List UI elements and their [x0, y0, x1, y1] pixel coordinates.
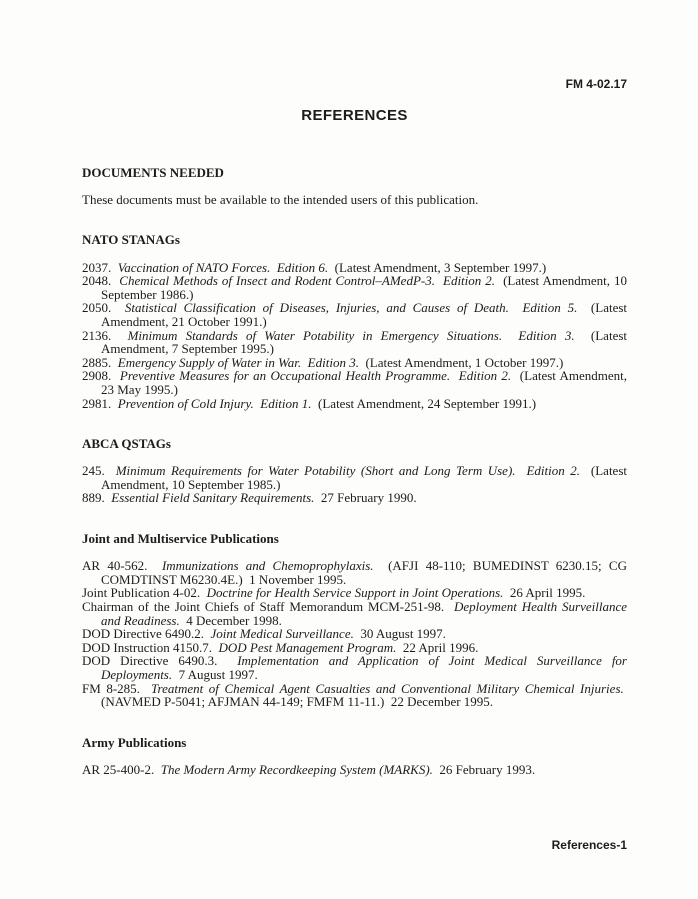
reference-number: Joint Publication 4-02. — [82, 585, 207, 601]
page-title: REFERENCES — [301, 106, 408, 124]
reference-number: 2050. — [82, 300, 125, 316]
reference-title: Prevention of Cold Injury. Edition 1. — [117, 395, 312, 411]
reference-number: AR 25-400-2. — [82, 761, 161, 777]
section-heading: DOCUMENTS NEEDED — [82, 164, 224, 180]
reference-title: Vaccination of NATO Forces. Edition 6. — [117, 259, 329, 275]
section-joint-multiservice — [82, 532, 627, 709]
reference-number: Chairman of the Joint Chiefs of Staff Memorandum MCM-251-98. — [82, 599, 455, 615]
reference-item — [82, 356, 627, 370]
reference-title: Joint Medical Surveillance. — [210, 626, 354, 642]
reference-number: DOD Directive 6490.2. — [82, 626, 211, 642]
section-heading: ABCA QSTAGs — [82, 436, 171, 452]
section-documents-needed — [82, 166, 627, 207]
reference-title: Chemical Methods of Insect and Rodent Control–AMedP-3. Edition 2. — [119, 273, 496, 289]
reference-item — [82, 464, 627, 491]
reference-number: DOD Directive 6490.3. — [82, 653, 238, 669]
reference-item — [82, 641, 627, 655]
reference-title: Preventive Measures for an Occupational Health Programme. Edition 2. — [119, 368, 512, 384]
reference-item — [82, 329, 627, 356]
reference-item — [82, 274, 627, 301]
reference-item — [82, 682, 627, 709]
reference-number: AR 40-562. — [82, 558, 162, 574]
reference-list — [82, 261, 627, 411]
reference-title: Doctrine for Health Service Support in Joint Operations. — [206, 585, 504, 601]
reference-list — [82, 763, 627, 777]
reference-title: Immunizations and Chemoprophylaxis. — [161, 558, 374, 574]
reference-number: 2136. — [82, 327, 128, 343]
reference-date: (Latest Amendment, 7 September 1995.) — [101, 327, 628, 357]
reference-date: 7 August 1997. — [172, 667, 258, 682]
reference-date: 27 February 1990. — [314, 490, 417, 506]
reference-item — [82, 397, 627, 411]
reference-title: Statistical Classification of Diseases, Injuries, and Causes of Death. Edition 5. — [124, 300, 578, 316]
reference-list — [82, 464, 627, 505]
reference-date: (Latest Amendment, 23 May 1995.) — [101, 368, 628, 397]
reference-title: The Modern Army Recordkeeping System (MARKS). — [160, 761, 433, 777]
reference-title: Minimum Standards of Water Potability in Emergency Situations. Edition 3. — [127, 327, 575, 343]
reference-number: 2048. — [82, 273, 120, 289]
reference-number: DOD Instruction 4150.7. — [82, 639, 219, 655]
reference-item — [82, 559, 627, 586]
reference-number: 2885. — [82, 354, 118, 370]
section-nato-stanags — [82, 233, 627, 410]
reference-item — [82, 586, 627, 600]
reference-date: (Latest Amendment, 3 September 1997.) — [328, 259, 547, 275]
section-heading: Joint and Multiservice Publications — [82, 531, 279, 547]
reference-title: Treatment of Chemical Agent Casualties and Conventional Military Chemical Injuries. — [151, 680, 624, 696]
section-abca-qstags — [82, 437, 627, 505]
reference-number: 2037. — [82, 259, 118, 275]
reference-item — [82, 627, 627, 641]
reference-title: Essential Field Sanitary Requirements. — [111, 490, 315, 506]
reference-item — [82, 261, 627, 275]
doc-number: FM 4-02.17 — [565, 77, 627, 91]
reference-item — [82, 491, 627, 505]
reference-date: (Latest Amendment, 10 September 1985.) — [101, 463, 627, 492]
reference-date: 26 February 1993. — [432, 761, 536, 777]
reference-title: Emergency Supply of Water in War. Edition 3. — [117, 354, 359, 370]
reference-title: Deployment Health Surveillance and Readiness. — [101, 599, 627, 628]
reference-date: (Latest Amendment, 21 October 1991.) — [101, 300, 628, 329]
reference-number: FM 8-285. — [82, 680, 152, 696]
section-heading: Army Publications — [82, 734, 187, 750]
reference-title: Implementation and Application of Joint Medical Surveillance for Deployments. — [101, 653, 627, 682]
reference-item — [82, 763, 627, 777]
section-army-publications — [82, 736, 627, 777]
reference-item — [82, 369, 627, 396]
reference-date: (NAVMED P-5041; AFJMAN 44-149; FMFM 11-11.) 22 December 1995. — [101, 680, 627, 710]
reference-date: 30 August 1997. — [353, 626, 446, 642]
reference-date: 4 December 1998. — [179, 612, 282, 628]
intro-text: These documents must be available to the intended users of this publication. — [82, 191, 479, 207]
reference-number: 2981. — [82, 395, 118, 411]
reference-date: 26 April 1995. — [503, 585, 586, 601]
reference-date: (Latest Amendment, 10 September 1986.) — [101, 273, 627, 302]
page-number: References-1 — [551, 838, 627, 853]
reference-date: 22 April 1996. — [396, 639, 479, 655]
reference-item — [82, 600, 627, 627]
reference-number: 889. — [82, 490, 112, 506]
reference-number: 2908. — [82, 368, 120, 384]
reference-date: (Latest Amendment, 1 October 1997.) — [358, 354, 564, 370]
section-heading: NATO STANAGs — [82, 232, 180, 248]
reference-item — [82, 654, 627, 681]
reference-date: (Latest Amendment, 24 September 1991.) — [311, 395, 537, 411]
reference-number: 245. — [82, 463, 116, 479]
reference-title: Minimum Requirements for Water Potability (Short and Long Term Use). Edition 2. — [115, 463, 580, 479]
reference-item — [82, 301, 627, 328]
reference-date: (AFJI 48-110; BUMEDINST 6230.15; CG COMDTINST M6230.4E.) 1 November 1995. — [101, 558, 627, 587]
reference-title: DOD Pest Management Program. — [218, 639, 397, 655]
reference-list — [82, 559, 627, 709]
